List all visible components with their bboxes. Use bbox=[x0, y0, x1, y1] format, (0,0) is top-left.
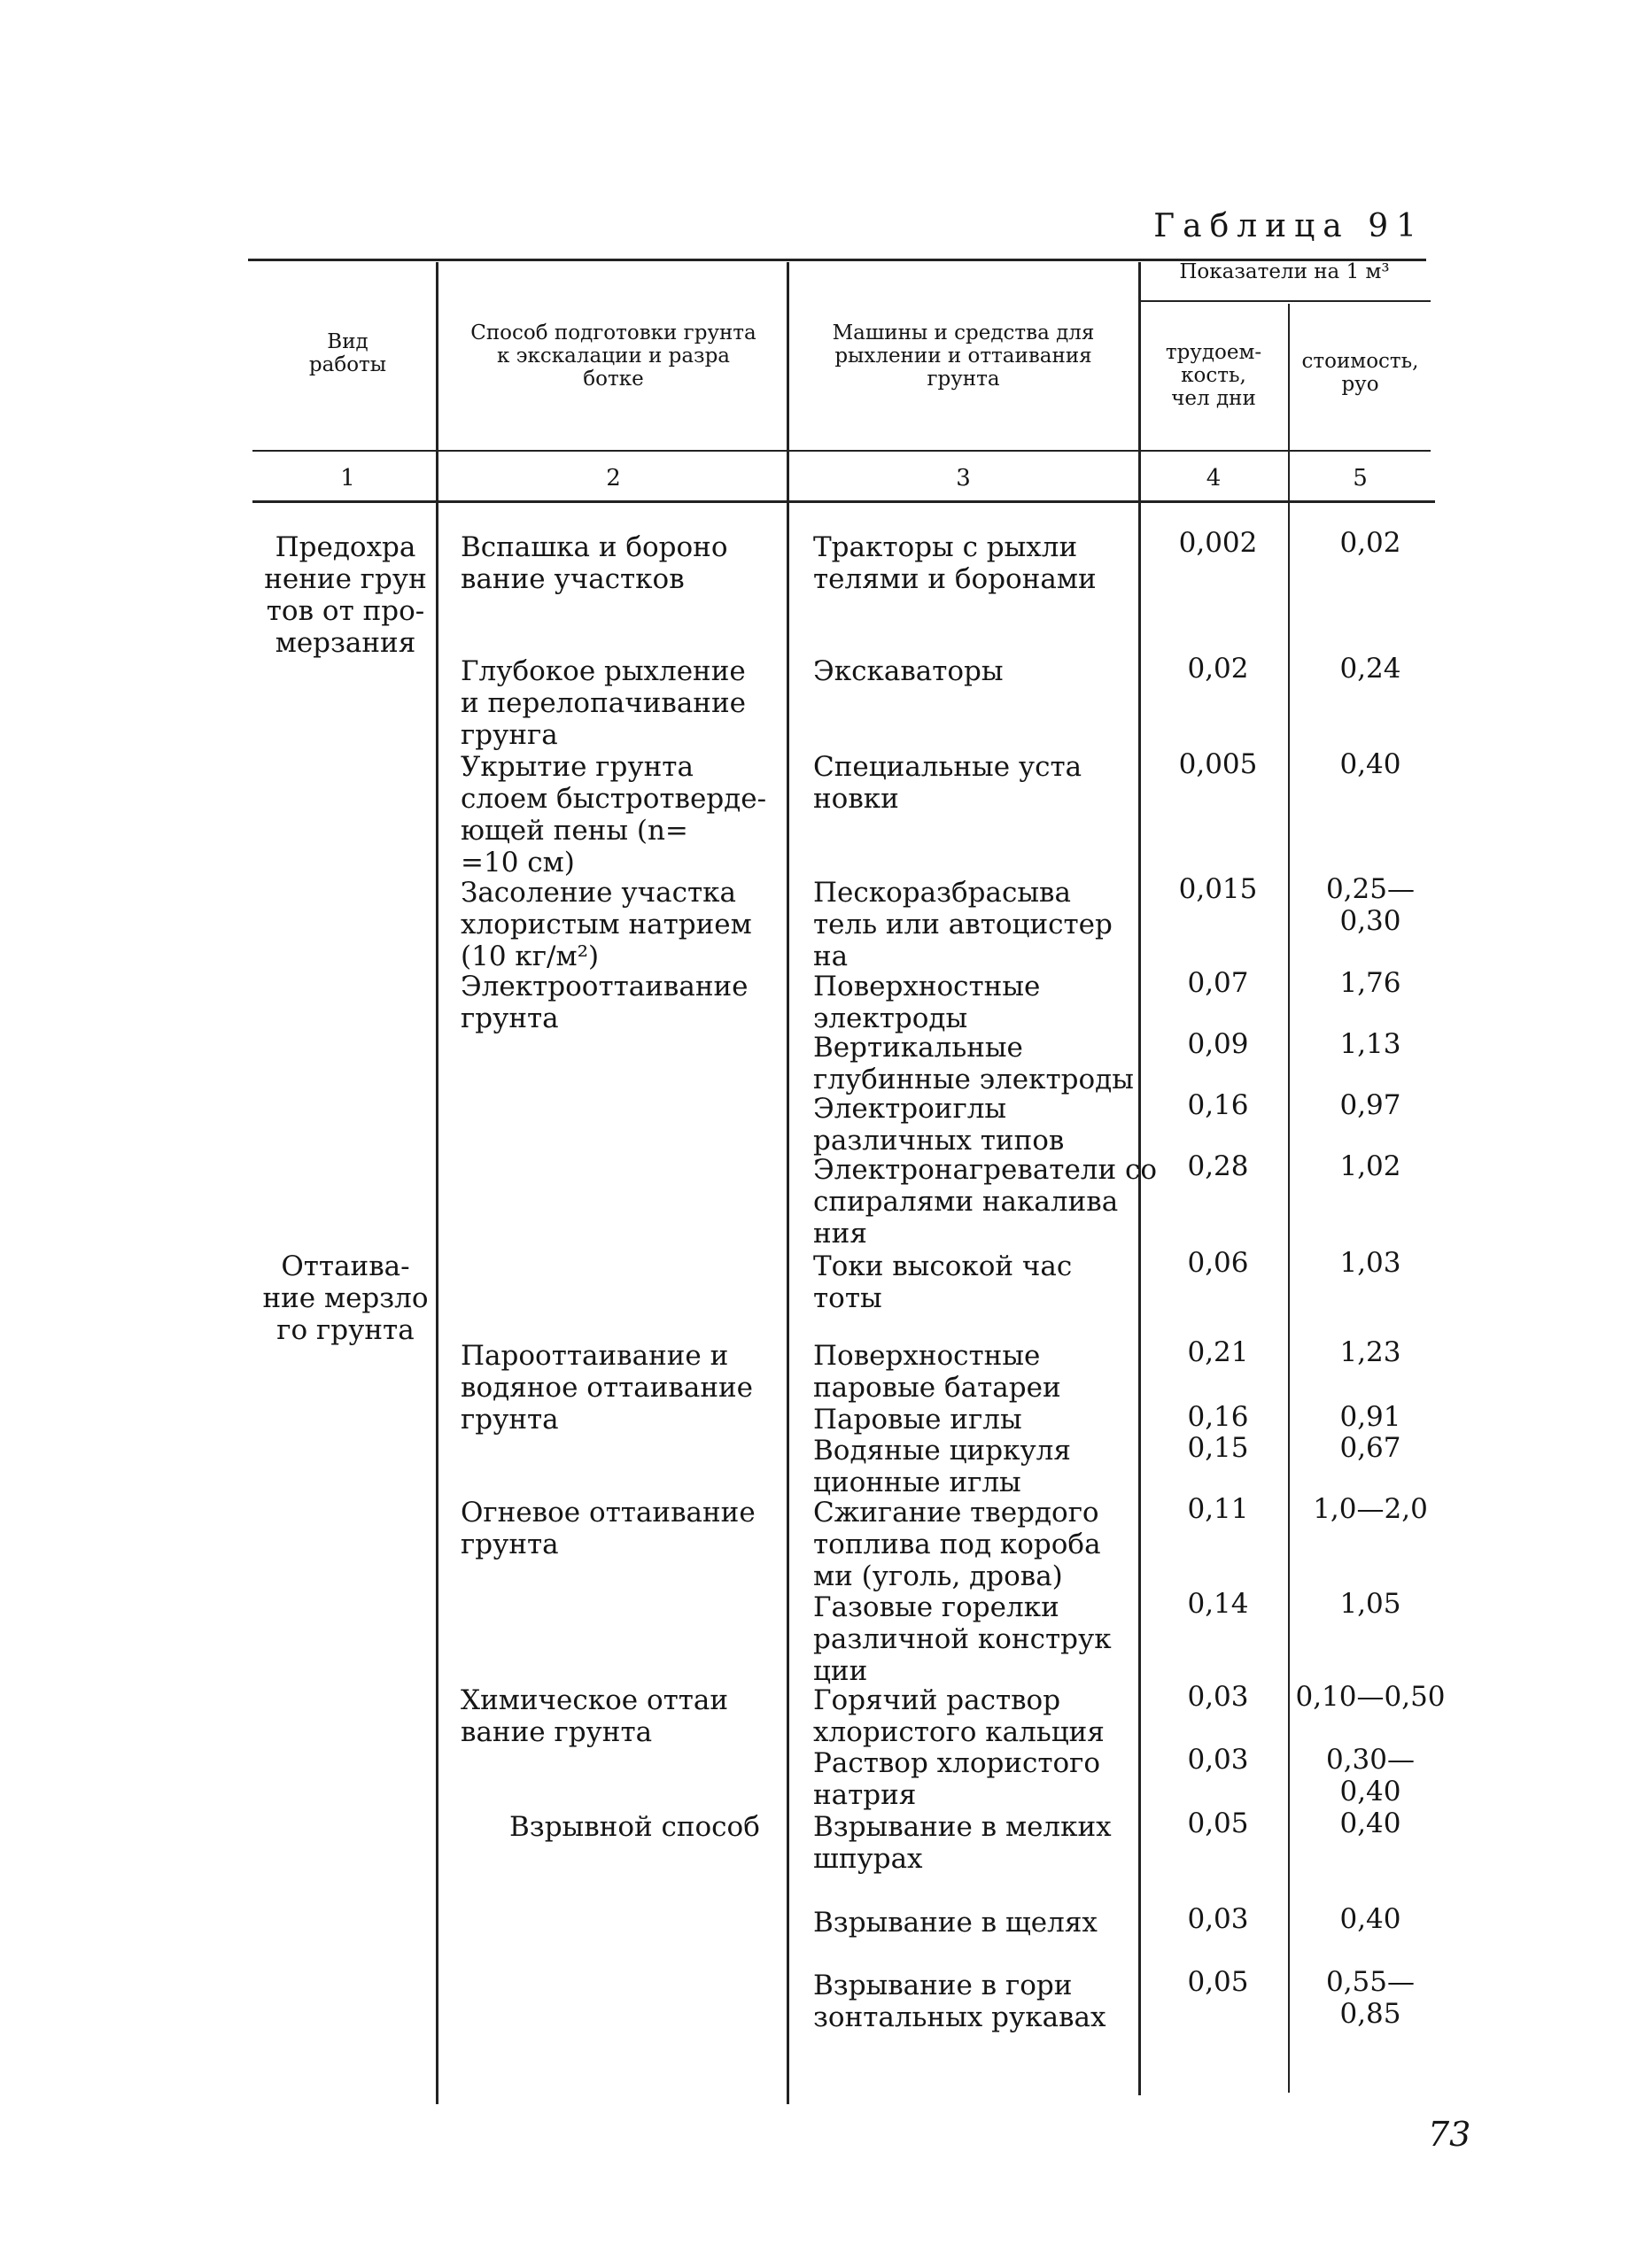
cost-row-1: 0,02 bbox=[1339, 527, 1401, 559]
labor-row-11: 0,16 bbox=[1187, 1401, 1249, 1433]
table-title: Габлица 91 bbox=[1153, 208, 1424, 244]
col-number-1: 1 bbox=[340, 465, 355, 492]
cost-row-19: 0,55— 0,85 bbox=[1325, 1966, 1416, 2030]
labor-row-8: 0,28 bbox=[1187, 1150, 1249, 1182]
group-header-rule bbox=[1138, 300, 1431, 302]
cost-row-18: 0,40 bbox=[1339, 1903, 1401, 1935]
header-col5: стоимость, руо bbox=[1301, 350, 1419, 396]
header-group: Показатели на 1 м³ bbox=[1179, 260, 1390, 283]
labor-row-5: 0,07 bbox=[1187, 967, 1249, 999]
method-fire-thawing: Огневое оттаивание грунта bbox=[461, 1497, 756, 1560]
machine-row-14: Газовые горелки различной конструк ции bbox=[813, 1591, 1112, 1687]
labor-row-14: 0,14 bbox=[1187, 1588, 1249, 1620]
labor-row-10: 0,21 bbox=[1187, 1336, 1249, 1368]
labor-row-2: 0,02 bbox=[1187, 653, 1249, 685]
labor-row-18: 0,03 bbox=[1187, 1903, 1249, 1935]
machine-row-5: Поверхностные электроды bbox=[813, 971, 1041, 1034]
labor-row-13: 0,11 bbox=[1187, 1493, 1249, 1525]
machine-row-19: Взрывание в гори зонтальных рукавах bbox=[813, 1970, 1106, 2033]
machine-row-11: Паровые иглы bbox=[813, 1404, 1022, 1436]
cost-row-7: 0,97 bbox=[1339, 1089, 1401, 1121]
cost-row-2: 0,24 bbox=[1339, 653, 1401, 685]
col-number-4: 4 bbox=[1206, 465, 1222, 492]
labor-row-3: 0,005 bbox=[1178, 748, 1258, 780]
cost-row-4: 0,25— 0,30 bbox=[1325, 873, 1416, 937]
machine-row-4: Пескоразбрасыва тель или автоцистер на bbox=[813, 877, 1113, 972]
col-number-2: 2 bbox=[606, 465, 621, 492]
machine-row-1: Тракторы с рыхли телями и боронами bbox=[813, 531, 1097, 595]
cost-row-13: 1,0—2,0 bbox=[1313, 1493, 1428, 1525]
numbers-bottom-rule bbox=[252, 500, 1435, 503]
cost-row-8: 1,02 bbox=[1339, 1150, 1401, 1182]
method-plowing: Вспашка и бороно вание участков bbox=[461, 531, 728, 595]
machine-row-17: Взрывание в мелких шпурах bbox=[813, 1811, 1112, 1875]
machine-row-6: Вертикальные глубинные электроды bbox=[813, 1032, 1134, 1095]
machine-row-16: Раствор хлористого натрия bbox=[813, 1747, 1101, 1811]
header-col3: Машины и средства для рыхлении и оттаивания грунта bbox=[832, 321, 1095, 391]
cost-row-15: 0,10—0,50 bbox=[1295, 1681, 1446, 1713]
cost-row-16: 0,30— 0,40 bbox=[1325, 1744, 1416, 1807]
cost-row-11: 0,91 bbox=[1339, 1401, 1401, 1433]
work-type-protection: Предохра нение грун тов от про- мерзания bbox=[264, 531, 427, 659]
labor-row-9: 0,06 bbox=[1187, 1247, 1249, 1279]
method-steam-water-thawing: Парооттаивание и водяное оттаивание грунта bbox=[461, 1340, 753, 1436]
work-type-thawing: Оттаива- ние мерзло го грунта bbox=[262, 1250, 429, 1346]
cost-row-17: 0,40 bbox=[1339, 1807, 1401, 1839]
machine-row-3: Специальные уста новки bbox=[813, 751, 1082, 815]
cost-row-9: 1,03 bbox=[1339, 1247, 1401, 1279]
cost-row-10: 1,23 bbox=[1339, 1336, 1401, 1368]
col-divider-1 bbox=[436, 262, 438, 2104]
cost-row-14: 1,05 bbox=[1339, 1588, 1401, 1620]
cost-row-12: 0,67 bbox=[1339, 1432, 1401, 1464]
machine-row-18: Взрывание в щелях bbox=[813, 1907, 1098, 1939]
col-number-3: 3 bbox=[956, 465, 971, 492]
labor-row-17: 0,05 bbox=[1187, 1807, 1249, 1839]
machine-row-13: Сжигание твердого топлива под короба ми (уголь, дрова) bbox=[813, 1497, 1101, 1592]
header-col4: трудоем- кость, чел дни bbox=[1165, 341, 1262, 410]
labor-row-19: 0,05 bbox=[1187, 1966, 1249, 1998]
method-salting: Засоление участка хлористым натрием (10 кг/м²) bbox=[461, 877, 752, 972]
machine-row-10: Поверхностные паровые батареи bbox=[813, 1340, 1061, 1404]
machine-row-2: Экскаваторы bbox=[813, 655, 1004, 687]
machine-row-9: Токи высокой час тоты bbox=[813, 1250, 1073, 1314]
labor-row-15: 0,03 bbox=[1187, 1681, 1249, 1713]
method-foam-cover: Укрытие грунта слоем быстротверде- ющей пены (n= =10 см) bbox=[461, 751, 767, 879]
cost-row-3: 0,40 bbox=[1339, 748, 1401, 780]
labor-row-7: 0,16 bbox=[1187, 1089, 1249, 1121]
machine-row-8: Электронагреватели со спиралями накалива ния bbox=[813, 1154, 1158, 1250]
labor-row-4: 0,015 bbox=[1178, 873, 1258, 905]
col-number-5: 5 bbox=[1353, 465, 1368, 492]
method-chemical-thawing: Химическое оттаи вание грунта bbox=[461, 1684, 729, 1748]
labor-row-1: 0,002 bbox=[1178, 527, 1258, 559]
labor-row-12: 0,15 bbox=[1187, 1432, 1249, 1464]
machine-row-12: Водяные циркуля ционные иглы bbox=[813, 1435, 1071, 1498]
header-col1: Вид работы bbox=[308, 330, 387, 376]
machine-row-7: Электроиглы различных типов bbox=[813, 1093, 1065, 1157]
cost-row-5: 1,76 bbox=[1339, 967, 1401, 999]
header-col2: Способ подготовки грунта к экскалации и разра ботке bbox=[470, 321, 756, 391]
labor-row-6: 0,09 bbox=[1187, 1028, 1249, 1060]
cost-row-6: 1,13 bbox=[1339, 1028, 1401, 1060]
header-bottom-rule bbox=[252, 450, 1431, 452]
method-deep-loosening: Глубокое рыхление и перелопачивание грунга bbox=[461, 655, 746, 751]
machine-row-15: Горячий раствор хлористого кальция bbox=[813, 1684, 1105, 1748]
labor-row-16: 0,03 bbox=[1187, 1744, 1249, 1776]
page-number: 73 bbox=[1428, 2115, 1471, 2154]
method-blasting: Взрывной способ bbox=[509, 1811, 760, 1843]
method-electro-thawing: Электрооттаивание грунта bbox=[461, 971, 749, 1034]
